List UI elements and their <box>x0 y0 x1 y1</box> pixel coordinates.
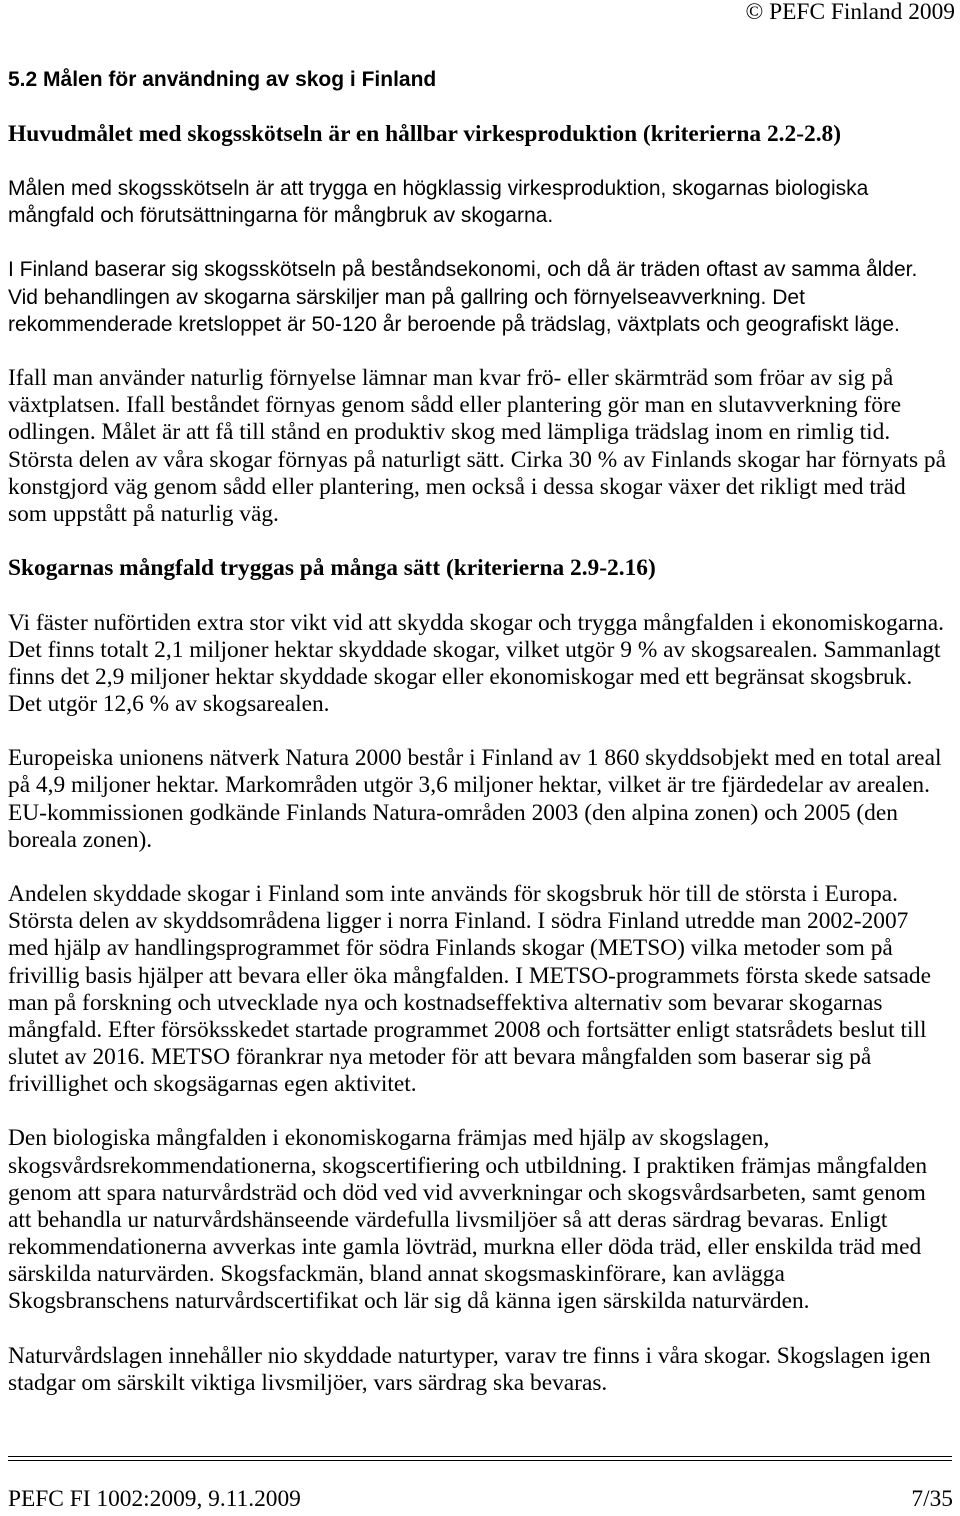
text-line: Vid behandlingen av skogarna särskiljer man på gallring och förnyelseavverkning. Det <box>8 285 805 309</box>
section-title: 5.2 Målen för användning av skog i Finland <box>8 68 437 92</box>
text-line: Största delen av våra skogar förnyas på naturligt sätt. Cirka 30 % av Finlands skogar har förnyats på <box>8 446 946 473</box>
text-line: EU-kommissionen godkände Finlands Natura-områden 2003 (den alpina zonen) och 2005 (den <box>8 799 898 826</box>
text-line: skogsvårdsrekommendationerna, skogscertifiering och utbildning. I praktiken främjas mångfalden <box>8 1152 928 1179</box>
text-line: Vi fäster nuförtiden extra stor vikt vid att skydda skogar och trygga mångfalden i ekonomiskogarna. <box>8 609 944 636</box>
document-body <box>8 66 960 1397</box>
paragraph <box>8 881 960 1098</box>
text-line: Det finns totalt 2,1 miljoner hektar skyddade skogar, vilket utgör 9 % av skogsarealen. Sammanlagt <box>8 636 941 663</box>
text-line: man på forskning och utvecklade nya och kostnadseffektiva alternativ som bevarar skogarnas <box>8 989 883 1016</box>
text-line: finns det 2,9 miljoner hektar skyddade skogar eller ekonomiskogar med ett begränsat skogsbruk. <box>8 663 913 690</box>
text-line: växtplatsen. Ifall beståndet förnyas genom sådd eller plantering gör man en slutavverkning före <box>8 392 902 419</box>
text-line: genom att spara naturvårdsträd och död ved vid avverkningar och skogsvårdsarbeten, samt genom <box>8 1179 926 1206</box>
text-line: Största delen av skyddsområdena ligger i norra Finland. I södra Finland utredde man 2002-2007 <box>8 908 909 935</box>
text-line: frivillig basis hjälper att bevara eller öka mångfalden. I METSO-programmets första skede satsade <box>8 962 931 989</box>
text-line: Ifall man använder naturlig förnyelse lämnar man kvar frö- eller skärmträd som fröar av sig på <box>8 365 894 392</box>
paragraph <box>8 256 960 337</box>
paragraph <box>8 1343 960 1397</box>
text-line: med hjälp av handlingsprogrammet för södra Finlands skogar (METSO) vilka metoder som på <box>8 935 893 962</box>
text-line: mångfald och förutsättningarna för mångbruk av skogarna. <box>8 204 554 228</box>
text-line: Skogsbranschens naturvårdscertifikat och lär sig då känna igen särskilda naturvärden. <box>8 1288 810 1315</box>
text-line: Målen med skogsskötseln är att trygga en högklassig virkesproduktion, skogarnas biologiska <box>8 177 869 201</box>
text-line: på 4,9 miljoner hektar. Markområden utgör 3,6 miljoner hektar, vilket är tre fjärdedelar av arealen. <box>8 772 930 799</box>
footer-document-id: PEFC FI 1002:2009, 9.11.2009 <box>8 1486 301 1513</box>
paragraph <box>8 365 960 528</box>
text-line: I Finland baserar sig skogsskötseln på beståndsekonomi, och då är träden oftast av samma ålder. <box>8 258 918 282</box>
paragraph <box>8 175 960 229</box>
text-line: slutet av 2016. METSO förankrar nya metoder för att bevara mångfalden som baserar sig på <box>8 1044 872 1071</box>
footer-rule <box>8 1456 952 1461</box>
text-line: boreala zonen). <box>8 826 153 853</box>
paragraph <box>8 1125 960 1315</box>
text-line: stadgar om särskilt viktiga livsmiljöer, vars särdrag ska bevaras. <box>8 1369 608 1396</box>
text-line: Naturvårdslagen innehåller nio skyddade naturtyper, varav tre finns i våra skogar. Skogslagen igen <box>8 1342 931 1369</box>
text-line: frivillighet och skogsägarnas egen aktivitet. <box>8 1071 417 1098</box>
text-line: som uppstått på naturlig väg. <box>8 500 279 527</box>
text-line: odlingen. Målet är att få till stånd en produktiv skog med lämpliga trädslag inom en rimlig tid. <box>8 419 891 446</box>
footer <box>8 1486 953 1513</box>
text-line: mångfald. Efter försöksskedet startade programmet 2008 och fortsätter enligt statsrådets beslut till <box>8 1016 927 1043</box>
text-line: rekommenderade kretsloppet är 50-120 år beroende på trädslag, växtplats och geografiskt läge. <box>8 312 900 336</box>
text-line: Den biologiska mångfalden i ekonomiskogarna främjas med hjälp av skogslagen, <box>8 1125 770 1152</box>
text-line: att behandla ur naturvårdshänseende värdefulla livsmiljöer så att deras särdrag bevaras. Enligt <box>8 1206 888 1233</box>
paragraph <box>8 745 960 854</box>
text-line: Europeiska unionens nätverk Natura 2000 består i Finland av 1 860 skyddsobjekt med en total areal <box>8 745 942 772</box>
text-line: rekommendationerna avverkas inte gamla lövträd, murkna eller döda träd, eller enskilda träd med <box>8 1234 922 1261</box>
footer-page-number: 7/35 <box>911 1486 953 1513</box>
subsection-heading: Huvudmålet med skogsskötseln är en hållbar virkesproduktion (kriterierna 2.2-2.8) <box>8 120 842 147</box>
text-line: särskilda naturvärden. Skogsfackmän, bland annat skogsmaskinförare, kan avlägga <box>8 1261 785 1288</box>
paragraph <box>8 610 960 719</box>
text-line: konstgjord väg genom sådd eller plantering, men också i dessa skogar växer det rikligt med träd <box>8 473 906 500</box>
subsection-heading: Skogarnas mångfald tryggas på många sätt (kriterierna 2.9-2.16) <box>8 555 656 582</box>
header-copyright: © PEFC Finland 2009 <box>745 0 955 25</box>
text-line: Det utgör 12,6 % av skogsarealen. <box>8 690 330 717</box>
text-line: Andelen skyddade skogar i Finland som inte används för skogsbruk hör till de största i Europa. <box>8 881 898 908</box>
